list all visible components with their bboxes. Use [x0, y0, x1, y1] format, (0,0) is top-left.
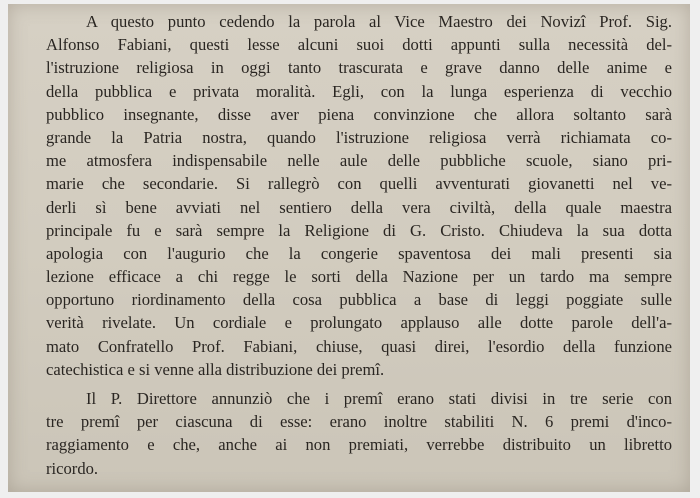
text-line: grande la Patria nostra, quando l'istruzione religiosa verrà richiamata co-: [46, 127, 672, 147]
text-line: l'istruzione religiosa in oggi tanto trascurata e grave danno delle anime e: [46, 58, 672, 78]
text-line: A questo punto cedendo la parola al Vice Maestro dei Novizî Prof. Sig.: [86, 12, 672, 31]
text-line: Alfonso Fabiani, questi lesse alcuni suoi dotti appunti sulla necessità del-: [46, 35, 672, 55]
scanned-page: [8, 4, 690, 492]
text-line: raggiamento e che, anche ai non premiati, verrebbe distribuito un libretto: [46, 435, 672, 455]
text-line: lezione efficace a chi regge le sorti della Nazione per un tardo ma sempre: [46, 267, 672, 287]
text-line: della pubblica e privata moralità. Egli, con la lunga esperienza di vecchio: [46, 81, 672, 101]
text-line: Il P. Direttore annunziò che i premî erano stati divisi in tre serie con: [86, 389, 672, 408]
paragraph-1: [46, 10, 672, 381]
body-text: [46, 10, 672, 480]
text-line: mato Confratello Prof. Fabiani, chiuse, quasi direi, l'esordio della funzione: [46, 336, 672, 356]
text-line: opportuno riordinamento della cosa pubblica a base di leggi poggiate sulle: [46, 290, 672, 310]
text-line: pubblico insegnante, disse aver piena convinzione che allora soltanto sarà: [46, 104, 672, 124]
text-line: derli sì bene avviati nel sentiero della vera civiltà, della quale maestra: [46, 197, 672, 217]
text-line: catechistica e si venne alla distribuzione dei premî.: [46, 359, 385, 379]
text-line: tre premî per ciascuna di esse: erano inoltre stabiliti N. 6 premi d'inco-: [46, 412, 672, 432]
text-line: apologia con l'augurio che la congerie spaventosa dei mali presenti sia: [46, 243, 672, 263]
text-line: ricordo.: [46, 458, 99, 478]
text-line: marie che secondarie. Si rallegrò con quelli avventurati giovanetti nel ve-: [46, 174, 672, 194]
text-line: me atmosfera indispensabile nelle aule delle pubbliche scuole, siano pri-: [46, 151, 672, 171]
text-line: principale fu e sarà sempre la Religione di G. Cristo. Chiudeva la sua dotta: [46, 220, 672, 240]
text-line: verità rivelate. Un cordiale e prolungato applauso alle dotte parole dell'a-: [46, 313, 672, 333]
paragraph-2: [46, 387, 672, 480]
